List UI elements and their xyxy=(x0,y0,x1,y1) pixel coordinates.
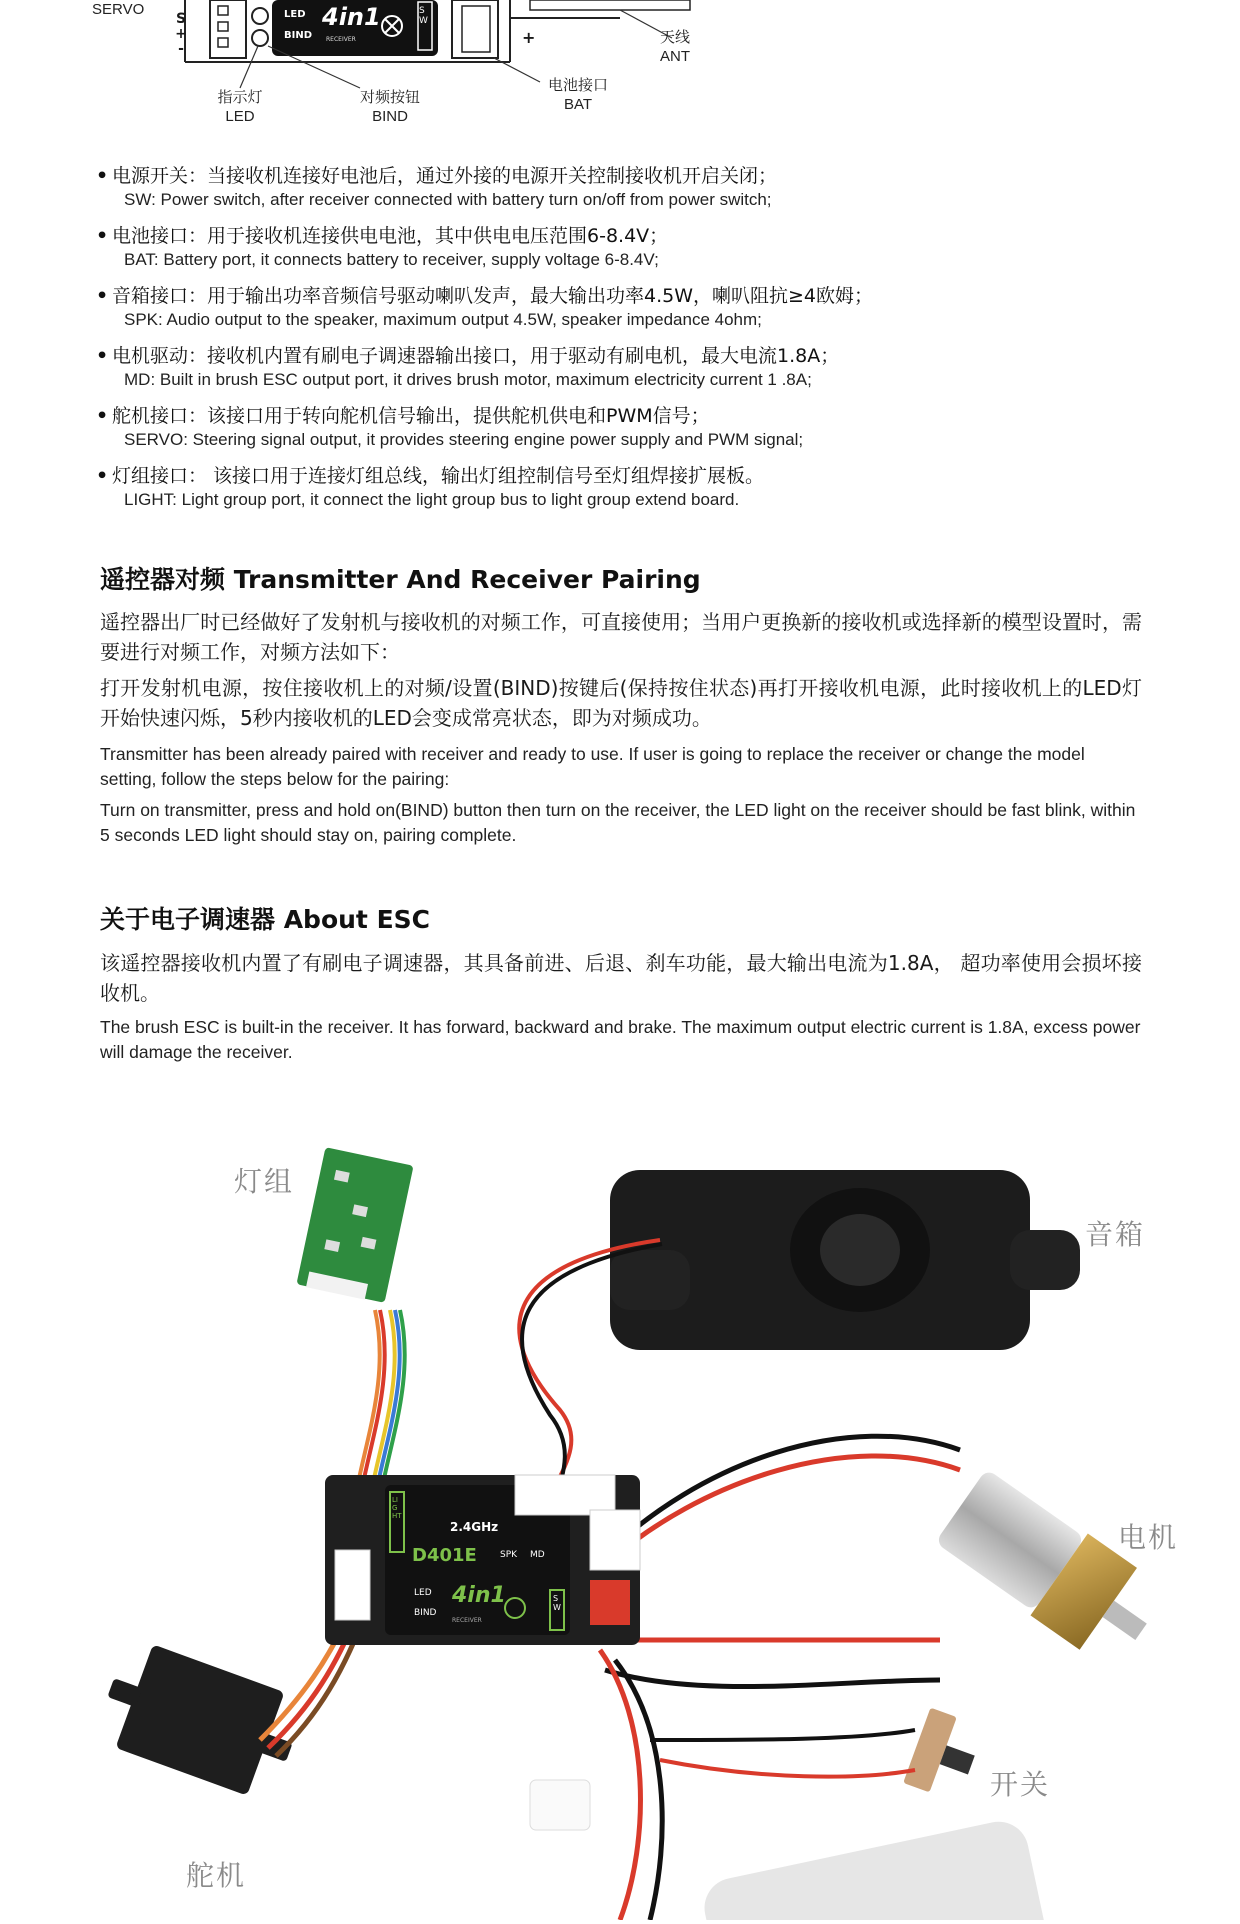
pairing-section-title: 遥控器对频 Transmitter And Receiver Pairing xyxy=(100,565,701,594)
wiring-illustration xyxy=(0,1080,1240,1920)
servo-pin-s: S xyxy=(175,11,187,27)
bind-callout-cn: 对频按钮 xyxy=(359,89,420,106)
label-light-group: 灯组 xyxy=(234,1165,295,1198)
ant-callout xyxy=(650,28,700,66)
esc-section-title: 关于电子调速器 About ESC xyxy=(100,905,431,934)
speaker xyxy=(610,1170,1080,1350)
motor xyxy=(932,1465,1170,1673)
esc-en-paragraph: The brush ESC is built-in the receiver. It has forward, backward and brake. The maximum output electric current is 1.8A, excess power will damage the receiver. xyxy=(100,1017,1141,1062)
spec-item-md xyxy=(100,343,1140,391)
spec-cn: • 电源开关：当接收机连接好电池后，通过外接的电源开关控制接收机开启关闭； xyxy=(100,163,1140,189)
spec-item-servo xyxy=(100,403,1140,451)
board-led-text: LED xyxy=(414,1588,432,1598)
bind-callout-en: BIND xyxy=(372,108,408,125)
led-callout-en: LED xyxy=(225,108,255,125)
pairing-cn-paragraph-2: 打开发射机电源，按住接收机上的对频/设置(BIND)按键后(保持按住状态)再打开接收机电源，此时接收机上的LED灯开始快速闪烁，5秒内接收机的LED会变成常亮状态，即为对频成功。 xyxy=(100,676,1142,730)
board-light-text: LIGHT xyxy=(392,1496,402,1520)
board-spk-text: SPK xyxy=(500,1550,518,1560)
pairing-en-paragraph-1: Transmitter has been already paired with receiver and ready to use. If user is going to replace the receiver or change the model setting, follow the steps below for the pairing: xyxy=(100,744,1085,789)
led-callout-cn: 指示灯 xyxy=(217,89,263,106)
spec-cn: • 舵机接口：该接口用于转向舵机信号输出，提供舵机供电和PWM信号； xyxy=(100,403,1140,429)
chip-led-text: LED xyxy=(284,9,306,20)
bat-callout xyxy=(535,76,621,114)
bind-callout xyxy=(345,88,435,126)
servo-pin-plus: + xyxy=(175,26,187,42)
spec-cn: • 电池接口：用于接收机连接供电电池，其中供电电压范围6-8.4V； xyxy=(100,223,1140,249)
component-wiring-photo xyxy=(0,1080,1240,1920)
light-group-board xyxy=(296,1147,413,1303)
spec-en: SERVO: Steering signal output, it provides steering engine power supply and PWM signal; xyxy=(124,430,804,449)
chip-receiver-text: RECEIVER xyxy=(326,36,356,43)
spec-cn: • 音箱接口：用于输出功率音频信号驱动喇叭发声，最大输出功率4.5W，喇叭阻抗≥4欧姆； xyxy=(100,283,1140,309)
chip-bind-text: BIND xyxy=(284,30,313,41)
pairing-cn-paragraph-1: 遥控器出厂时已经做好了发射机与接收机的对频工作，可直接使用；当用户更换新的接收机或选择新的模型设置时，需要进行对频工作，对频方法如下： xyxy=(100,610,1142,664)
receiver-board xyxy=(325,1475,640,1645)
bind-button-icon xyxy=(252,30,268,46)
spec-item-sw xyxy=(100,163,1140,211)
led-indicator-icon xyxy=(252,8,268,24)
ant-callout-en: ANT xyxy=(660,48,690,65)
spec-en: MD: Built in brush ESC output port, it drives brush motor, maximum electricity current 1 .8A; xyxy=(124,370,812,389)
receiver-port-diagram xyxy=(0,0,1240,150)
pairing-en-paragraph-2: Turn on transmitter, press and hold on(BIND) button then turn on the receiver, the LED light on the receiver should be fast blink, within 5 seconds LED light should stay on, pairing complete. xyxy=(100,800,1136,845)
bat-callout-cn: 电池接口 xyxy=(547,77,608,94)
spec-cn: • 灯组接口： 该接口用于连接灯组总线，输出灯组控制信号至灯组焊接扩展板。 xyxy=(100,463,1140,489)
battery-plus-sign: + xyxy=(522,28,536,47)
chip-sw-text: SW xyxy=(419,6,428,26)
spec-en: BAT: Battery port, it connects battery to receiver, supply voltage 6-8.4V; xyxy=(124,250,659,269)
spec-cn: • 电机驱动：接收机内置有刷电子调速器输出接口，用于驱动有刷电机，最大电流1.8A； xyxy=(100,343,1140,369)
servo-pin-minus: - xyxy=(178,41,184,57)
board-brand-text: 4in1 xyxy=(452,1583,506,1608)
board-sw-text: SW xyxy=(553,1594,561,1612)
spec-item-bat xyxy=(100,223,1140,271)
spec-item-spk xyxy=(100,283,1140,331)
ant-callout-cn: 天线 xyxy=(659,29,690,46)
spec-item-light xyxy=(100,463,1140,511)
bat-callout-en: BAT xyxy=(563,96,593,113)
board-freq-text: 2.4GHz xyxy=(450,1520,499,1534)
label-switch: 开关 xyxy=(990,1768,1051,1801)
label-speaker: 音箱 xyxy=(1085,1218,1146,1251)
board-bind-text: BIND xyxy=(414,1608,437,1618)
power-switch xyxy=(903,1708,985,1803)
spec-en: SPK: Audio output to the speaker, maximum output 4.5W, speaker impedance 4ohm; xyxy=(124,310,762,329)
esc-cn-paragraph: 该遥控器接收机内置了有刷电子调速器，其具备前进、后退、刹车功能，最大输出电流为1.8A， 超功率使用会损坏接收机。 xyxy=(100,951,1142,1005)
spec-en: LIGHT: Light group port, it connect the light group bus to light group extend board. xyxy=(124,490,740,509)
servo-port-label: SERVO xyxy=(92,1,145,18)
led-callout xyxy=(200,88,280,126)
servo-pin-labels xyxy=(175,12,187,57)
board-md-text: MD xyxy=(530,1550,545,1560)
battery-connector xyxy=(452,0,498,58)
label-servo: 舵机 xyxy=(186,1859,247,1892)
chip-brand-text: 4in1 xyxy=(322,3,381,31)
board-receiver-text: RECEIVER xyxy=(452,1617,482,1624)
board-model-text: D401E xyxy=(412,1545,477,1566)
spec-en: SW: Power switch, after receiver connected with battery turn on/off from power switch; xyxy=(124,190,772,209)
battery xyxy=(530,1780,1051,1920)
label-motor: 电机 xyxy=(1118,1521,1179,1554)
servo xyxy=(92,1636,308,1804)
